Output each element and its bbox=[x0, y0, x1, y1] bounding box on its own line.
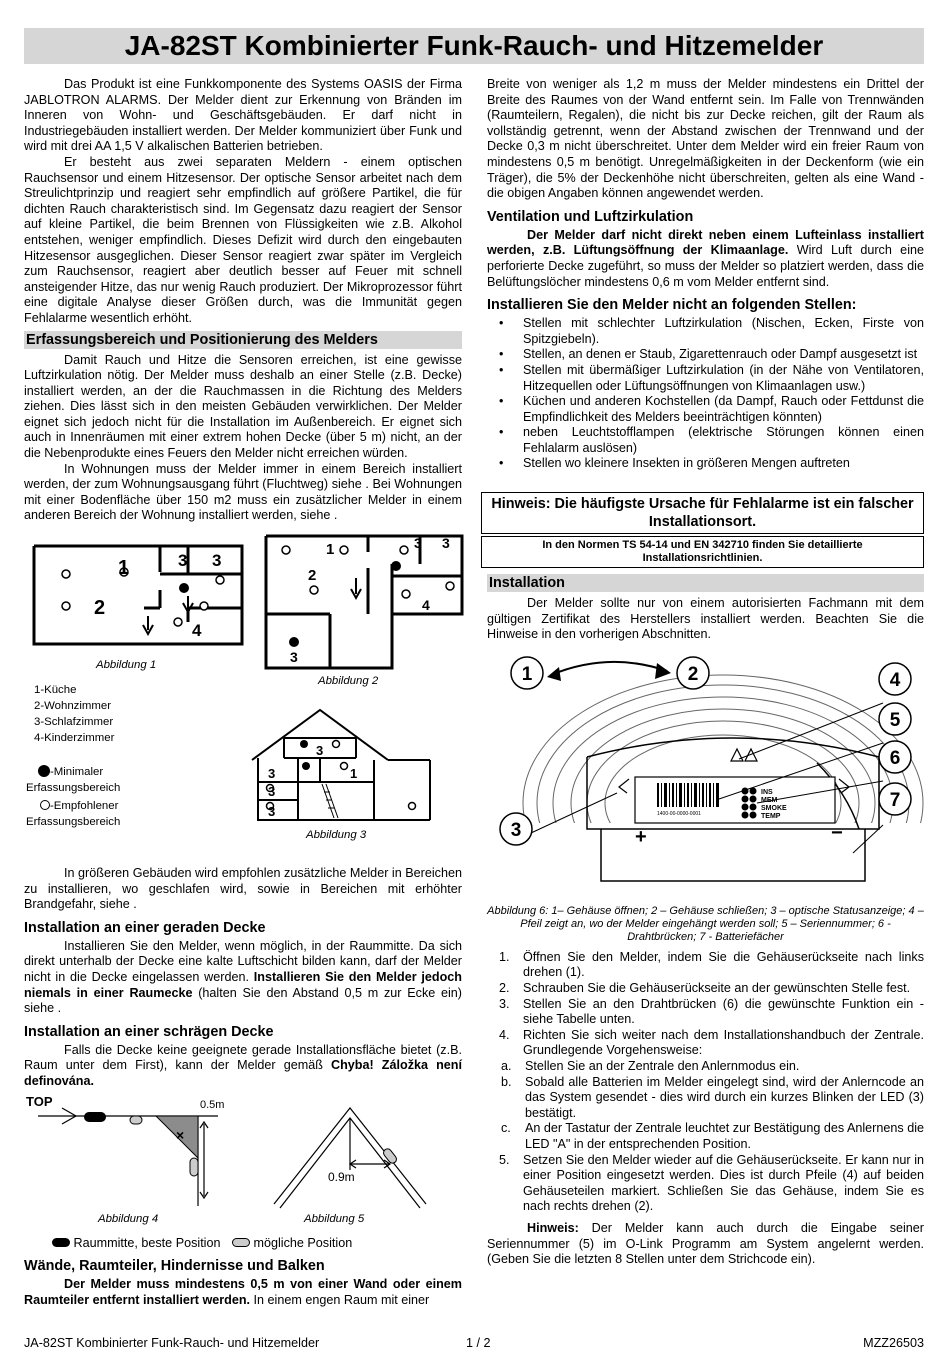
detection-paragraph-1: Damit Rauch und Hitze die Sensoren erreichen, ist eine gewisse Luftzirkulation nötig. Der Melder muss deshalb an einer Stelle (z.B. Decke) installiert werden, an der die Rauchmassen in die Richtung des Melders ziehen. Dies lässt sich in den meisten Gebäuden verwirklichen. Der Melder eignet sich jedoch nicht für die Installation im Außenbereich. Er eignet sich auch in Innenräumen mit einer extrem hohen Decke (über 5 m) nicht, an der die Nebenprodukte eines Feuers den Melder nicht erreichen würden. bbox=[24, 352, 462, 461]
legend-min-label-2: Erfassungsbereich bbox=[26, 782, 121, 795]
room-legend-item: 2-Wohnzimmer bbox=[34, 700, 112, 713]
left-column bbox=[24, 77, 462, 1308]
warning-note: Hinweis: Die häufigste Ursache für Fehlalarme ist ein falscher Installationsort. bbox=[481, 492, 924, 534]
avoid-locations-list bbox=[487, 316, 924, 472]
best-position-icon bbox=[52, 1238, 70, 1247]
figure-5-pitched-roof bbox=[272, 1104, 432, 1212]
svg-text:1: 1 bbox=[350, 766, 358, 782]
legend-rec-label: -Empfohlener bbox=[50, 800, 119, 813]
intro-paragraph-1: Das Produkt ist eine Funkkomponente des Systems OASIS der Firma JABLOTRON ALARMS. Der Melder dient zur Erkennung von Bränden im Inneren von Wohn- und Geschäftsgebäuden. Er darf nicht in Industriegebäuden installiert werden. Der Melder kommuniziert über Funk und wird mit drei AA 1,5 V alkalischen Batterien betrieben. bbox=[24, 77, 462, 154]
possible-position-label: mögliche Position bbox=[253, 1235, 353, 1250]
detection-paragraph-2: In Wohnungen muss der Melder immer in einem Bereich installiert werden, der zum Wohnungsausgang führt (Fluchtweg) siehe . Bei Wohnungen mit einer Bodenfläche über 150 m2 muss ein zusätzlicher Melder in einem anderen Bereich der Wohnung installiert werden, siehe . bbox=[24, 461, 462, 523]
walls-paragraph: Der Melder muss mindestens 0,5 m von einer Wand oder einem Raumteiler entfernt installiert werden. In einem engen Raum mit einer bbox=[24, 1277, 462, 1307]
empty-circle-icon bbox=[40, 800, 50, 810]
list-item: 2. Schrauben Sie die Gehäuserückseite an der gewünschten Stelle fest. bbox=[499, 981, 911, 996]
list-item: c. An der Tastatur der Zentrale leuchtet zur Bestätigung des Anlernens die LED "A" in der entsprechenden Position. bbox=[501, 1121, 924, 1151]
section-heading-installation: Installation bbox=[487, 574, 924, 592]
jumper-label: INS bbox=[761, 788, 773, 796]
list-item: • Stellen mit schlechter Luftzirkulation (Nischen, Ecken, Firste von Spitzgiebeln). bbox=[487, 316, 924, 347]
callout-number-4: 4 bbox=[889, 669, 901, 691]
top-label: TOP bbox=[26, 1093, 53, 1109]
detector-illustration bbox=[487, 653, 924, 899]
svg-text:3: 3 bbox=[268, 804, 276, 820]
svg-text:3: 3 bbox=[290, 649, 298, 666]
figure-2-floorplan bbox=[264, 534, 464, 670]
callout-number-6: 6 bbox=[889, 747, 901, 769]
jumper-label: TEMP bbox=[761, 812, 781, 820]
svg-text:+: + bbox=[635, 825, 647, 848]
figure-4-caption: Abbildung 4 bbox=[98, 1212, 159, 1225]
figure-3-house bbox=[244, 708, 444, 824]
figure-6-detector bbox=[487, 653, 924, 899]
svg-text:3: 3 bbox=[268, 784, 276, 800]
section-heading-flat-ceiling: Installation an einer geraden Decke bbox=[24, 919, 266, 936]
figure-2-caption: Abbildung 2 bbox=[318, 675, 379, 688]
legend-min-label: -Minimaler bbox=[50, 766, 104, 779]
svg-text:3: 3 bbox=[178, 551, 188, 571]
possible-position-icon bbox=[232, 1238, 250, 1247]
callout-number-1: 1 bbox=[521, 663, 533, 685]
floorplan-figures bbox=[24, 532, 462, 856]
list-item: • Küchen und anderen Kochstellen (da Dampf, Rauch oder Fettdunst die Empfindlichkeit des Melders beeinträchtigen könnten) bbox=[487, 394, 924, 425]
jumper-label: SMOKE bbox=[761, 804, 787, 812]
figure-5-caption: Abbildung 5 bbox=[304, 1212, 365, 1225]
ventilation-paragraph: Der Melder darf nicht direkt neben einem Lufteinlass installiert werden, z.B. Lüftungsöffnung der Klimaanlage. Wird Luft durch eine perforierte Decke zugeführt, so muss der Melder so platziert werden, dass die Belüftungslöcher mindestens 0,6 m vom Melder entfernt sind. bbox=[487, 227, 924, 289]
svg-text:4: 4 bbox=[192, 621, 202, 641]
sloped-ceiling-paragraph: Falls die Decke keine geeignete gerade Installationsfläche bietet (z.B. Raum unter dem First), kann der Melder gemäß Chyba! Záložka není definována. bbox=[24, 1042, 462, 1088]
svg-text:4: 4 bbox=[422, 597, 430, 614]
figure-1-floorplan bbox=[32, 544, 244, 646]
svg-text:1: 1 bbox=[326, 541, 335, 559]
hint-paragraph: Hinweis: Der Melder kann auch durch die Eingabe seiner Seriennummer (5) im O-Link Programm am System angelernt werden. (Geben Sie die letzten 8 Stellen unter dem Strichcode ein). bbox=[487, 1220, 924, 1267]
svg-text:2: 2 bbox=[308, 567, 317, 585]
flat-ceiling-paragraph: Installieren Sie den Melder, wenn möglich, in der Raummitte. Da sich direkt unterhalb der Decke eine kalte Luftschicht bilden kann, darf der Melder nicht in die Decke eingelassen werden. Installieren Sie den Melder jedoch niemals in einer Raumecke (halten Sie den Abstand 0,5 m zur Ecke ein) siehe . bbox=[24, 938, 462, 1016]
list-item: • Stellen, an denen er Staub, Zigarettenrauch oder Dampf ausgesetzt ist bbox=[487, 347, 924, 363]
intro-paragraph-2: Er besteht aus zwei separaten Meldern - einem optischen Rauchsensor und einem Hitzesensor. Der optische Sensor arbeitet nach dem Streulichtprinzip und reagiert sehr empfindlich auf größere Partikel, die für dichten Rauch charakteristisch sind. Im Gegensatz dazu reagiert der Sensor auf kleine Partikel, die beim Brennen von Flüssigkeiten wie z.B. Alkohol entstehen, weniger empfindlich. Dieses Defizit wird durch den eingebauten Hitzesensor ausgeglichen. Dieser Sensor reagiert zwar später im Vergleich zum Rauchsensor, reagiert aber deutlich besser auf Feuer mit schnell ansteigender Hitze, das nur wenig Rauch produziert. Der Mikroprozessor führt eine digitale Analyse dieser Größen durch, was die Immunität gegen Fehlalarme wesentlich erhöht. bbox=[24, 154, 462, 325]
svg-text:3: 3 bbox=[268, 766, 276, 782]
figure-4-corner bbox=[38, 1106, 248, 1216]
document-code: MZZ26503 bbox=[863, 1336, 924, 1350]
figure-3-caption: Abbildung 3 bbox=[306, 829, 367, 842]
jumper-label: MEM bbox=[761, 796, 778, 804]
callout-number-3: 3 bbox=[510, 819, 522, 841]
installation-paragraph: Der Melder sollte nur von einem autorisierten Fachmann mit dem gültigen Zertifikat des Herstellers installiert werden. Beachten Sie die Hinweise in den vorherigen Abschnitten. bbox=[487, 596, 924, 642]
callout-number-7: 7 bbox=[889, 789, 901, 811]
walls-continued-paragraph: Breite von weniger als 1,2 m muss der Melder mindestens ein Drittel der Breite des Raumes von der Wand entfernt sein. Im Falle von Trennwänden (Raumteilern, Regalen), die nicht bis zur Decke reichen, gilt der Raum als vollständig getrennt, wenn der Abstand zwischen der Trennwand und der Decke 0,3 m nicht überschreitet. Unter dem Melder wird ein freier Raum von mindestens 0,5 m benötigt. Unregelmäßigkeiten in der Deckenform (wie ein Träger), die 5% der Deckenhöhe nicht überschreiten, gelten als eine Wand - die obigen Angaben können angewendet werden. bbox=[487, 77, 924, 201]
coverage-legend bbox=[26, 764, 120, 830]
section-heading-walls: Wände, Raumteiler, Hindernisse und Balken bbox=[24, 1258, 325, 1275]
serial-number: 1400-00-0000-0001 bbox=[657, 810, 701, 817]
section-heading-sloped-ceiling: Installation an einer schrägen Decke bbox=[24, 1023, 274, 1040]
room-legend bbox=[34, 682, 114, 746]
legend-rec-label-2: Erfassungsbereich bbox=[26, 816, 121, 829]
filled-circle-icon bbox=[38, 765, 50, 777]
list-item: 1. Öffnen Sie den Melder, indem Sie die Gehäuserückseite nach links drehen (1). bbox=[499, 949, 924, 980]
section-heading-ventilation: Ventilation und Luftzirkulation bbox=[487, 208, 694, 225]
room-legend-item: 1-Küche bbox=[34, 684, 77, 697]
installation-substeps bbox=[487, 1059, 924, 1153]
svg-text:2: 2 bbox=[94, 597, 106, 620]
svg-text:3: 3 bbox=[316, 743, 324, 759]
list-item: • Stellen wo kleinere Insekten in größeren Mengen auftreten bbox=[487, 456, 924, 472]
svg-text:×: × bbox=[176, 1126, 185, 1143]
svg-text:1: 1 bbox=[118, 557, 130, 580]
room-legend-item: 3-Schlafzimmer bbox=[34, 716, 114, 729]
callout-number-5: 5 bbox=[889, 709, 901, 731]
footer-title: JA-82ST Kombinierter Funk-Rauch- und Hitzemelder bbox=[24, 1336, 320, 1350]
callout-number-2: 2 bbox=[687, 663, 699, 685]
list-item: • neben Leuchtstofflampen (elektrische Störungen können einen Fehlalarm auslösen) bbox=[487, 425, 924, 456]
list-item: a. Stellen Sie an der Zentrale den Anlernmodus ein. bbox=[501, 1059, 800, 1073]
room-legend-item: 4-Kinderzimmer bbox=[34, 732, 115, 745]
svg-text:3: 3 bbox=[442, 535, 450, 552]
right-column bbox=[487, 77, 924, 1268]
section-heading-detection: Erfassungsbereich und Positionierung des Melders bbox=[24, 331, 462, 349]
figure-1-caption: Abbildung 1 bbox=[96, 659, 157, 672]
distance-09-label: 0.9m bbox=[328, 1169, 355, 1184]
svg-text:−: − bbox=[831, 821, 843, 844]
list-item: 5. Setzen Sie den Melder wieder auf die Gehäuserückseite. Er kann nur in einer Position eingesetzt werden. Dies ist durch Pfeile (4) auf beiden Gehäuseteilen markiert. Schließen Sie das Gehäuse, indem Sie es nach rechts drehen (2). bbox=[499, 1152, 924, 1214]
ceiling-figures bbox=[24, 1092, 462, 1238]
page-number: 1 / 2 bbox=[466, 1336, 491, 1350]
position-legend bbox=[24, 1236, 462, 1252]
list-item: b. Sobald alle Batterien im Melder eingelegt sind, wird der Anlerncode an das System gesendet - dies wird durch ein kurzes Blinken der LED (3) bestätigt. bbox=[501, 1074, 924, 1120]
svg-text:3: 3 bbox=[212, 551, 222, 571]
section-heading-avoid-locations: Installieren Sie den Melder nicht an folgenden Stellen: bbox=[487, 297, 857, 314]
page-title: JA-82ST Kombinierter Funk-Rauch- und Hitzemelder bbox=[24, 28, 924, 64]
figure-6-caption: Abbildung 6: 1– Gehäuse öffnen; 2 – Gehäuse schließen; 3 – optische Statusanzeige; 4 – Pfeil zeigt an, wo der Melder eingehängt werden soll; 5 – Seriennummer; 6 - Drahtbrücken; 7 - Batteriefächer bbox=[487, 904, 924, 943]
distance-05-label: 0.5m bbox=[200, 1098, 225, 1111]
svg-text:3: 3 bbox=[414, 535, 422, 552]
page-footer bbox=[24, 1336, 924, 1356]
standards-note: In den Normen TS 54-14 und EN 342710 finden Sie detaillierte Installationsrichtlinien. bbox=[481, 536, 924, 568]
list-item: 4. Richten Sie sich weiter nach dem Installationshandbuch der Zentrale. Grundlegende Vorgehensweise: a. Stellen Sie an der Zentrale den Anlernmodus ein. b. Sobald alle Batterien im Melder eingelegt sind, wird der Anlerncode an das System gesendet - dies wird durch ein kurzes Blinken der LED (3) bestätigt. c. An der Tastatur der Zentrale leuchtet zur Bestätigung des Anlernens die LED "A" in der entsprechenden Position. bbox=[487, 1028, 924, 1153]
large-building-paragraph: In größeren Gebäuden wird empfohlen zusätzliche Melder in Bereichen zu installieren, wo geschlafen wird, sowie in Bereichen mit erhöhter Brandgefahr, siehe . bbox=[24, 866, 462, 912]
list-item: 3. Stellen Sie an den Drahtbrücken (6) die gewünschte Funktion ein - siehe Tabelle unten. bbox=[499, 996, 924, 1027]
best-position-label: Raummitte, beste Position bbox=[73, 1235, 221, 1250]
list-item: • Stellen mit übermäßiger Luftzirkulation (in der Nähe von Ventilatoren, Hitzequellen oder Lüftungsöffnungen von Klimaanlagen usw.) bbox=[487, 363, 924, 394]
installation-steps bbox=[487, 950, 924, 1215]
